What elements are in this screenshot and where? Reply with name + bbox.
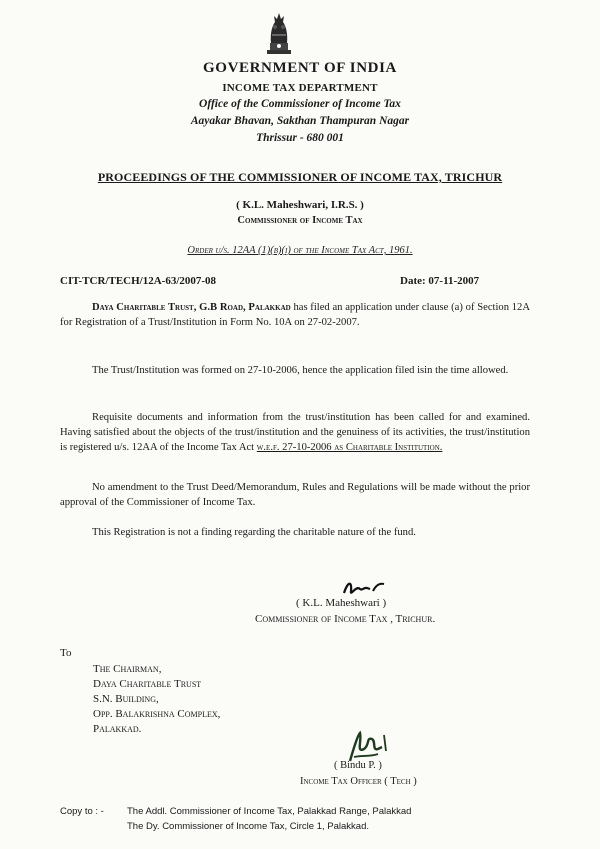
copy-to-item: The Addl. Commissioner of Income Tax, Palakkad Range, Palakkad — [127, 806, 412, 817]
addressee-line: Daya Charitable Trust — [93, 678, 202, 690]
department-heading: INCOME TAX DEPARTMENT — [222, 82, 378, 94]
office-city-pin: Thrissur - 680 001 — [256, 132, 344, 144]
copy-to-item: The Dy. Commissioner of Income Tax, Circle 1, Palakkad. — [127, 821, 369, 832]
addressee-line: Palakkad. — [93, 723, 142, 735]
effective-date-clause: w.e.f. 27-10-2006 as Charitable Institution. — [256, 442, 443, 453]
ito-signature-designation: Income Tax Officer ( Tech ) — [300, 776, 417, 787]
addressee-line: Opp. Balakrishna Complex, — [93, 708, 221, 720]
signature-commissioner-icon — [340, 577, 386, 599]
government-heading: GOVERNMENT OF INDIA — [203, 60, 397, 76]
paragraph-amendment: No amendment to the Trust Deed/Memorandum, Rules and Regulations will be made without the prior approval of the Commissioner of Income Tax. — [60, 482, 530, 508]
paragraph-application-text: has filed an application under clause (a) of Section 12A for Registration of a Trust/Institution in Form No. 10A on 27-02-2007. — [60, 302, 530, 328]
reference-number: CIT-TCR/TECH/12A-63/2007-08 — [60, 275, 217, 287]
ito-signature-name: ( Bindu P. ) — [334, 760, 382, 771]
office-address: Aayakar Bhavan, Sakthan Thampuran Nagar — [190, 115, 410, 127]
order-section-line: Order u/s. 12AA (1)(b)(i) of the Income Tax Act, 1961. — [187, 245, 413, 256]
commissioner-signature-name: ( K.L. Maheshwari ) — [296, 597, 387, 609]
paragraph-disclaimer: This Registration is not a finding regarding the charitable nature of the fund. — [92, 527, 416, 538]
proceedings-title: PROCEEDINGS OF THE COMMISSIONER OF INCOME TAX, TRICHUR — [97, 170, 503, 184]
commissioner-signature-designation: Commissioner of Income Tax , Trichur. — [255, 613, 436, 625]
trust-name: Daya Charitable Trust, G.B Road, Palakkad — [92, 302, 291, 313]
addressee-block — [93, 662, 220, 737]
officer-name: ( K.L. Maheshwari, I.R.S. ) — [236, 199, 364, 211]
to-label: To — [60, 647, 72, 659]
national-emblem-icon — [262, 10, 296, 56]
addressee-line: S.N. Building, — [93, 693, 159, 705]
office-heading: Office of the Commissioner of Income Tax — [199, 98, 401, 110]
paragraph-application — [60, 300, 530, 330]
officer-designation: Commissioner of Income Tax — [237, 215, 363, 226]
copy-to-label: Copy to : - — [60, 806, 104, 817]
order-date: Date: 07-11-2007 — [400, 275, 480, 287]
paragraph-formation: The Trust/Institution was formed on 27-10-2006, hence the application filed isin the time allowed. — [92, 365, 509, 376]
addressee-line: The Chairman, — [93, 663, 162, 675]
paragraph-registration-text: Requisite documents and information from the trust/institution has been called for and examined. Having satisfied about the objects of the trust/institution and the genuiness of its activities, the trust/institution is registered u/s. 12AA of the Income Tax Act — [60, 412, 530, 453]
paragraph-registration — [60, 410, 530, 455]
